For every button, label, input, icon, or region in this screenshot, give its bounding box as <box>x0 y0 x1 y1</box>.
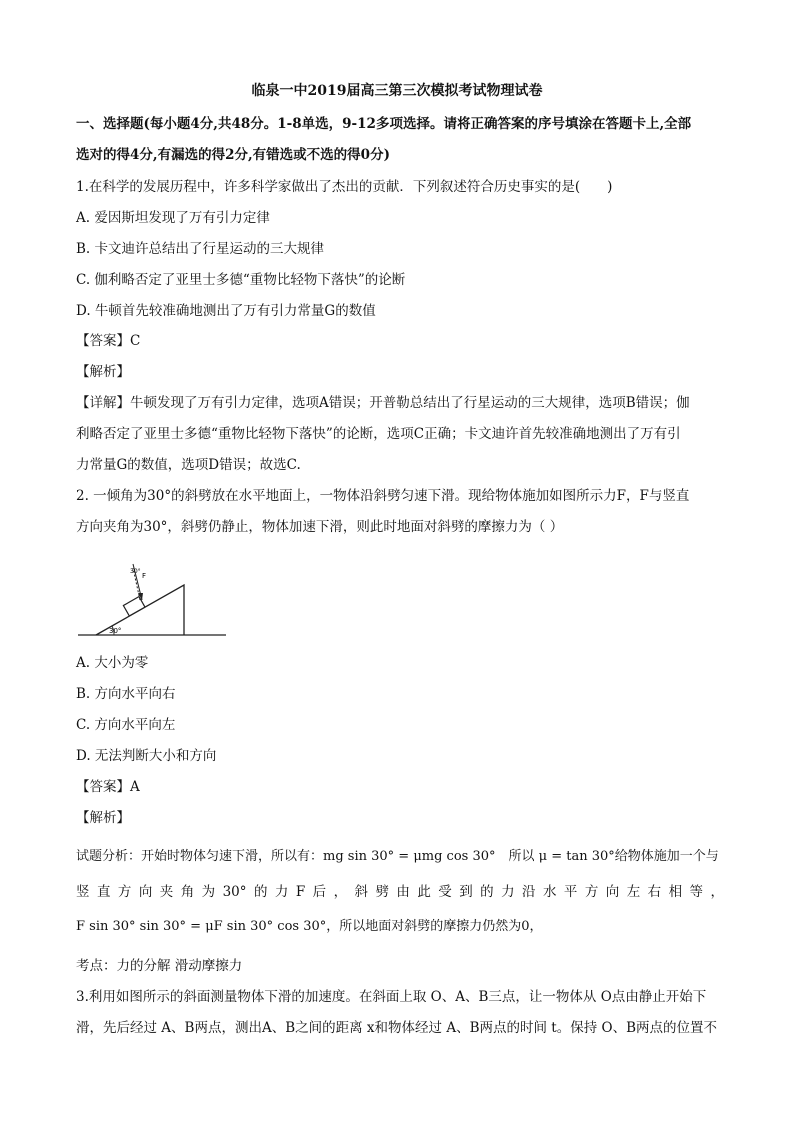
section-instruction-line-2: 选对的得4分,有漏选的得2分,有错选或不选的得0分) <box>76 147 390 163</box>
q3-stem-line-1: 3.利用如图所示的斜面测量物体下滑的加速度。在斜面上取 O、A、B三点，让一物体从 O点由静止开始下 <box>76 989 707 1005</box>
q2-stem-line-1: 2. 一倾角为30°的斜劈放在水平地面上，一物体沿斜劈匀速下滑。现给物体施加如图所示力F，F与竖直 <box>76 488 690 504</box>
q1-analysis-heading: 【解析】 <box>76 364 130 380</box>
q2-option-b: B. 方向水平向右 <box>76 686 176 702</box>
q2-solution-line-2: 竖 直 方 向 夹 角 为 30° 的 力 F 后 ， 斜 劈 由 此 受 到 的 力 沿 水 平 方 向 左 右 相 等 ， <box>76 884 724 900</box>
q1-option-c: C. 伽利略否定了亚里士多德“重物比轻物下落快”的论断 <box>76 272 406 288</box>
q1-detail-line-1: 【详解】牛顿发现了万有引力定律，选项A错误；开普勒总结出了行星运动的三大规律，选项B错误；伽 <box>76 395 690 411</box>
page-title: 临泉一中2019届高三第三次模拟考试物理试卷 <box>251 83 543 99</box>
section-instruction-line-1: 一、选择题(每小题4分,共48分。1-8单选，9-12多项选择。请将正确答案的序号填涂在答题卡上,全部 <box>76 116 692 132</box>
q2-option-c: C. 方向水平向左 <box>76 717 176 733</box>
base-angle-label: 30° <box>109 627 122 635</box>
q2-stem-line-2: 方向夹角为30°，斜劈仍静止，物体加速下滑，则此时地面对斜劈的摩擦力为（ ） <box>76 519 564 535</box>
incline-diagram <box>76 560 228 640</box>
force-label: F <box>142 572 147 580</box>
q1-option-b: B. 卡文迪许总结出了行星运动的三大规律 <box>76 241 325 257</box>
q1-detail-line-2: 利略否定了亚里士多德“重物比轻物下落快”的论断，选项C正确；卡文迪许首先较准确地测出了万有引 <box>76 426 681 442</box>
q1-option-d: D. 牛顿首先较准确地测出了万有引力常量G的数值 <box>76 303 376 319</box>
q3-stem-line-2: 滑，先后经过 A、B两点，测出A、B之间的距离 x和物体经过 A、B两点的时间 t。保持 O、B两点的位置不 <box>76 1020 717 1036</box>
q1-stem: 1.在科学的发展历程中，许多科学家做出了杰出的贡献．下列叙述符合历史事实的是( ) <box>76 179 613 195</box>
q2-solution-line-1: 试题分析：开始时物体匀速下滑，所以有：mg sin 30° = μmg cos 30° 所以 μ = tan 30°给物体施加一个与 <box>76 849 719 864</box>
force-angle-label: 30° <box>130 568 141 575</box>
q2-option-d: D. 无法判断大小和方向 <box>76 748 217 764</box>
q1-detail-line-3: 力常量G的数值，选项D错误；故选C. <box>76 457 301 473</box>
q2-analysis-heading: 【解析】 <box>76 810 130 826</box>
q2-solution-line-3: F sin 30° sin 30° = μF sin 30° cos 30°，所以地面对斜劈的摩擦力仍然为0， <box>76 919 543 934</box>
q2-option-a: A. 大小为零 <box>76 655 149 671</box>
q1-option-a: A. 爱因斯坦发现了万有引力定律 <box>76 210 270 226</box>
q1-answer: 【答案】C <box>76 333 141 349</box>
q2-keypoint: 考点：力的分解 滑动摩擦力 <box>76 958 243 974</box>
q2-answer: 【答案】A <box>76 779 140 795</box>
